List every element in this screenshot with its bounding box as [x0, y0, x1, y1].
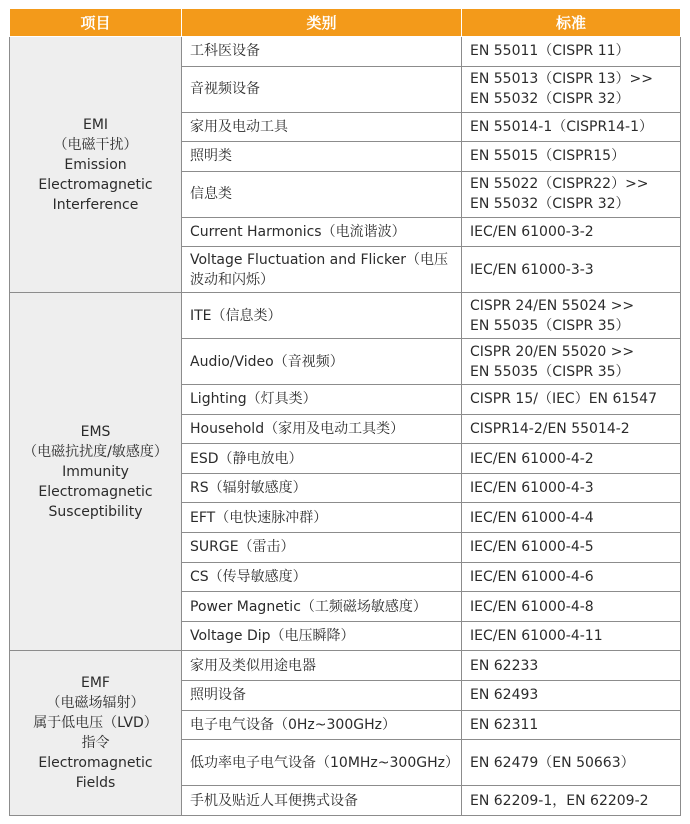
type-cell: 家用及电动工具	[182, 112, 462, 142]
standard-cell: IEC/EN 61000-4-6	[462, 562, 681, 592]
type-cell: 照明设备	[182, 681, 462, 711]
type-cell: 音视频设备	[182, 66, 462, 112]
table-row	[10, 651, 681, 681]
type-cell: CS（传导敏感度）	[182, 562, 462, 592]
standard-cell: IEC/EN 61000-4-3	[462, 473, 681, 503]
type-cell: 手机及贴近人耳便携式设备	[182, 786, 462, 816]
header-standard: 标准	[462, 9, 681, 37]
type-cell: Voltage Fluctuation and Flicker（电压波动和闪烁）	[182, 247, 462, 293]
type-cell: SURGE（雷击）	[182, 533, 462, 563]
standard-cell: EN 62209-1，EN 62209-2	[462, 786, 681, 816]
standard-cell: EN 55015（CISPR15）	[462, 142, 681, 172]
standard-cell: IEC/EN 61000-4-8	[462, 592, 681, 622]
standard-cell: EN 55013（CISPR 13）>> EN 55032（CISPR 32）	[462, 66, 681, 112]
standard-cell: CISPR 20/EN 55020 >> EN 55035（CISPR 35）	[462, 339, 681, 385]
category-emf: EMF （电磁场辐射） 属于低电压（LVD） 指令 Electromagnetic Fields	[10, 651, 182, 816]
type-cell: 工科医设备	[182, 37, 462, 67]
table-row	[10, 37, 681, 67]
type-cell: 低功率电子电气设备（10MHz~300GHz）	[182, 740, 462, 786]
standard-cell: EN 62233	[462, 651, 681, 681]
category-ems: EMS （电磁抗扰度/敏感度） Immunity Electromagnetic Susceptibility	[10, 293, 182, 651]
standard-cell: EN 62311	[462, 710, 681, 740]
type-cell: ITE（信息类）	[182, 293, 462, 339]
standard-cell: CISPR14-2/EN 55014-2	[462, 414, 681, 444]
standards-table	[9, 8, 681, 816]
table-row	[10, 293, 681, 339]
header-item: 项目	[10, 9, 182, 37]
header-row	[10, 9, 681, 37]
standard-cell: CISPR 24/EN 55024 >> EN 55035（CISPR 35）	[462, 293, 681, 339]
type-cell: Lighting（灯具类）	[182, 385, 462, 415]
standard-cell: EN 55011（CISPR 11）	[462, 37, 681, 67]
standard-cell: CISPR 15/（IEC）EN 61547	[462, 385, 681, 415]
category-emi: EMI （电磁干扰） Emission Electromagnetic Interference	[10, 37, 182, 293]
type-cell: ESD（静电放电）	[182, 444, 462, 474]
standard-cell: IEC/EN 61000-3-3	[462, 247, 681, 293]
standard-cell: EN 55014-1（CISPR14-1）	[462, 112, 681, 142]
header-type: 类别	[182, 9, 462, 37]
standard-cell: IEC/EN 61000-4-4	[462, 503, 681, 533]
standard-cell: IEC/EN 61000-3-2	[462, 217, 681, 247]
standard-cell: IEC/EN 61000-4-2	[462, 444, 681, 474]
standard-cell: IEC/EN 61000-4-5	[462, 533, 681, 563]
type-cell: Power Magnetic（工频磁场敏感度）	[182, 592, 462, 622]
type-cell: Household（家用及电动工具类）	[182, 414, 462, 444]
type-cell: 电子电气设备（0Hz~300GHz）	[182, 710, 462, 740]
type-cell: 家用及类似用途电器	[182, 651, 462, 681]
type-cell: EFT（电快速脉冲群）	[182, 503, 462, 533]
type-cell: RS（辐射敏感度）	[182, 473, 462, 503]
type-cell: 照明类	[182, 142, 462, 172]
type-cell: 信息类	[182, 171, 462, 217]
standard-cell: EN 55022（CISPR22）>> EN 55032（CISPR 32）	[462, 171, 681, 217]
type-cell: Voltage Dip（电压瞬降）	[182, 621, 462, 651]
standard-cell: EN 62479（EN 50663）	[462, 740, 681, 786]
type-cell: Audio/Video（音视频）	[182, 339, 462, 385]
type-cell: Current Harmonics（电流谐波）	[182, 217, 462, 247]
standard-cell: EN 62493	[462, 681, 681, 711]
standard-cell: IEC/EN 61000-4-11	[462, 621, 681, 651]
